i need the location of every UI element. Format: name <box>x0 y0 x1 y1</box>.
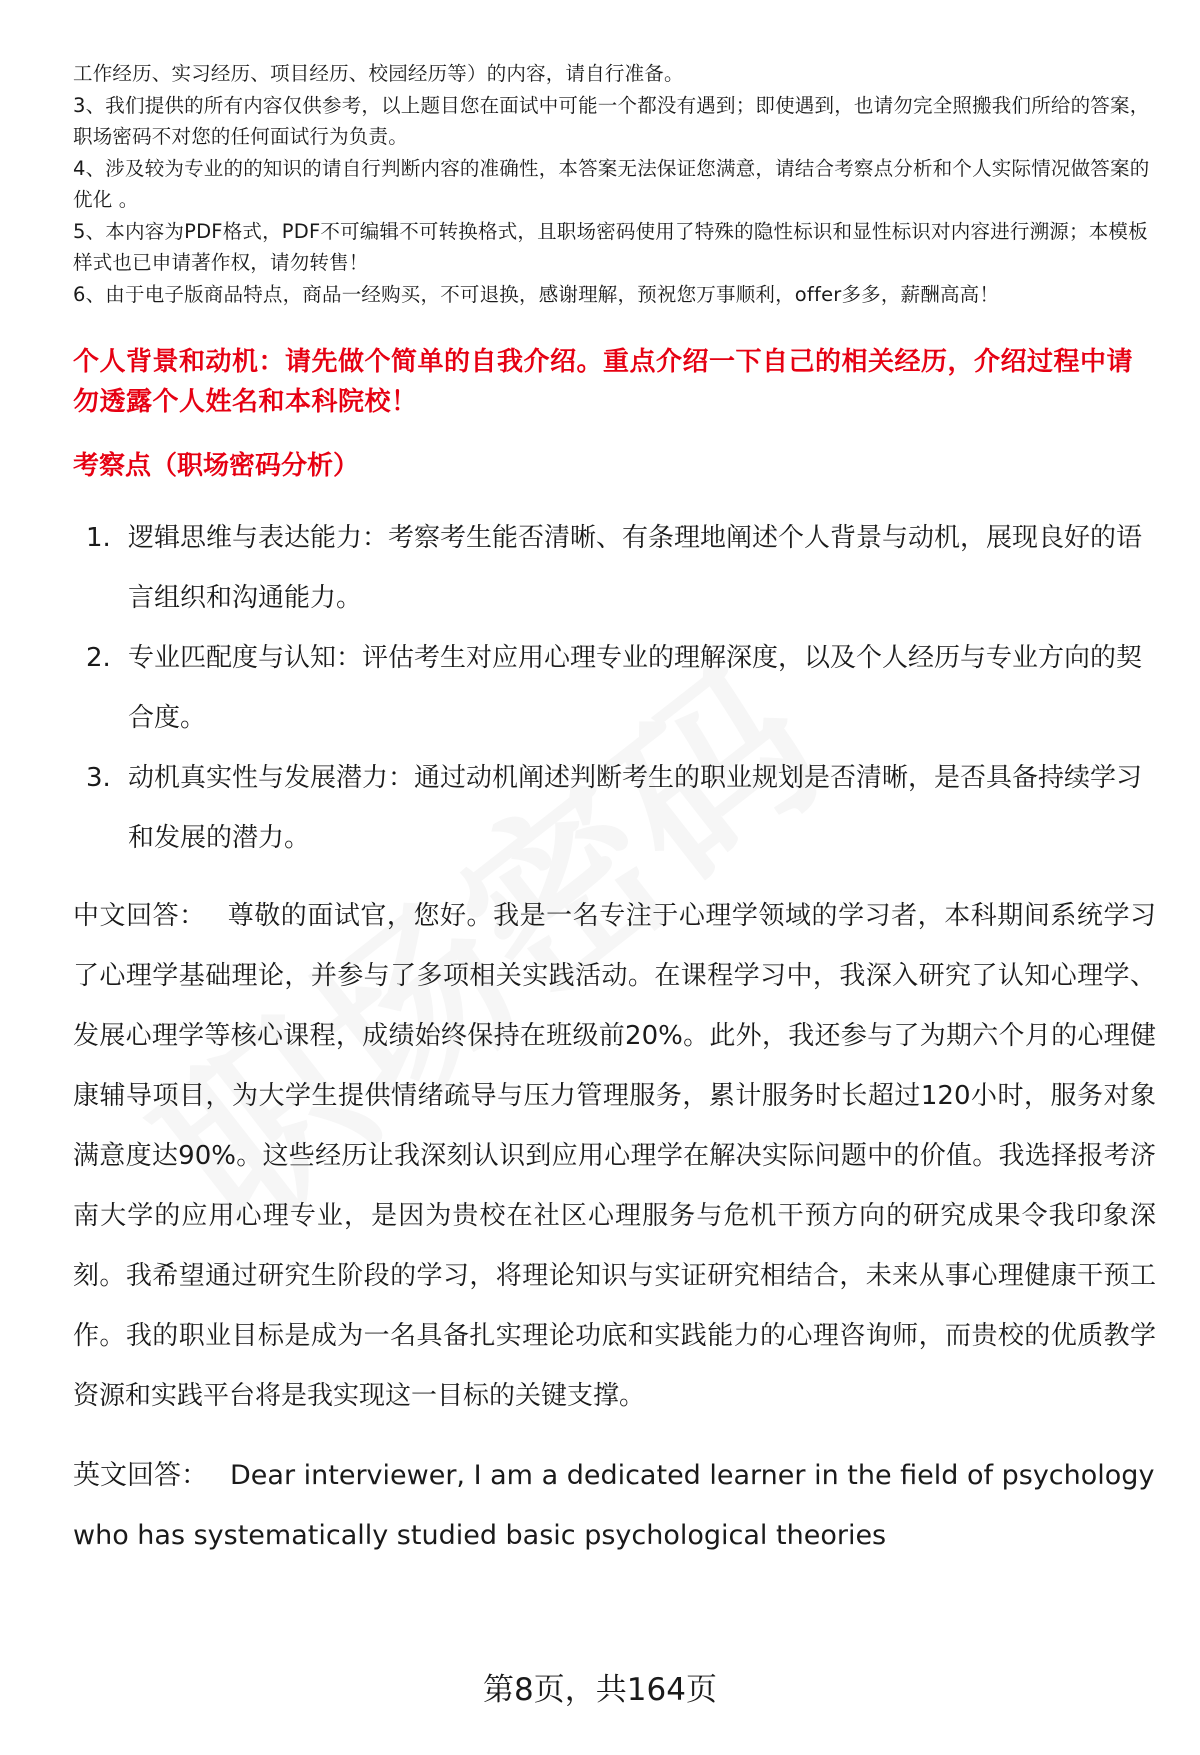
point-text: 专业匹配度与认知：评估考生对应用心理专业的理解深度，以及个人经历与专业方向的契合度。 <box>128 643 1143 733</box>
document-page <box>73 58 1156 1566</box>
answer-english-text: Dear interviewer, I am a dedicated learner in the field of psychology who has systematically studied basic psychological theories <box>73 1460 1155 1551</box>
answer-english-label: 英文回答： <box>73 1460 208 1491</box>
answer-english <box>73 1446 1156 1566</box>
note-line: 5、本内容为PDF格式，PDF不可编辑不可转换格式，且职场密码使用了特殊的隐性标识和显性标识对内容进行溯源；本模板样式也已申请著作权，请勿转售！ <box>73 219 1148 274</box>
question-heading: 个人背景和动机：请先做个简单的自我介绍。重点介绍一下自己的相关经历，介绍过程中请勿透露个人姓名和本科院校！ <box>73 347 1134 417</box>
point-number: 2. <box>86 643 111 673</box>
note-line: 4、涉及较为专业的的知识的请自行判断内容的准确性，本答案无法保证您满意，请结合考察点分析和个人实际情况做答案的优化 。 <box>73 156 1150 211</box>
note-line: 工作经历、实习经历、项目经历、校园经历等）的内容，请自行准备。 <box>73 62 684 85</box>
page-number-footer: 第8页，共164页 <box>483 1672 717 1708</box>
point-text: 逻辑思维与表达能力：考察考生能否清晰、有条理地阐述个人背景与动机，展现良好的语言组织和沟通能力。 <box>128 523 1143 613</box>
point-number: 3. <box>86 763 111 793</box>
note-line: 6、由于电子版商品特点，商品一经购买，不可退换，感谢理解，预祝您万事顺利，offer多多，薪酬高高！ <box>73 282 1000 306</box>
answer-chinese <box>73 886 1156 1426</box>
note-line: 3、我们提供的所有内容仅供参考，以上题目您在面试中可能一个都没有遇到；即使遇到，也请勿完全照搬我们所给的答案，职场密码不对您的任何面试行为负责。 <box>73 93 1150 148</box>
points-list <box>73 508 1156 868</box>
point-item <box>73 508 1156 628</box>
answer-chinese-text: 尊敬的面试官，您好。我是一名专注于心理学领域的学习者，本科期间系统学习了心理学基础理论，并参与了多项相关实践活动。在课程学习中，我深入研究了认知心理学、发展心理学等核心课程，成绩始终保持在班级前20%。此外，我还参与了为期六个月的心理健康辅导项目，为大学生提供情绪疏导与压力管理服务，累计服务时长超过120小时，服务对象满意度达90%。这些经历让我深刻认识到应用心理学在解决实际问题中的价值。我选择报考济南大学的应用心理专业，是因为贵校在社区心理服务与危机干预方向的研究成果令我印象深刻。我希望通过研究生阶段的学习，将理论知识与实证研究相结合，未来从事心理健康干预工作。我的职业目标是成为一名具备扎实理论功底和实践能力的心理咨询师，而贵校的优质教学资源和实践平台将是我实现这一目标的关键支撑。 <box>73 901 1156 1411</box>
point-text: 动机真实性与发展潜力：通过动机阐述判断考生的职业规划是否清晰，是否具备持续学习和发展的潜力。 <box>128 763 1143 853</box>
points-heading: 考察点（职场密码分析） <box>73 451 360 481</box>
notes-section <box>73 58 1156 310</box>
point-item <box>73 628 1156 748</box>
point-number: 1. <box>86 523 111 553</box>
point-item <box>73 748 1156 868</box>
answer-chinese-label: 中文回答： <box>73 901 206 931</box>
